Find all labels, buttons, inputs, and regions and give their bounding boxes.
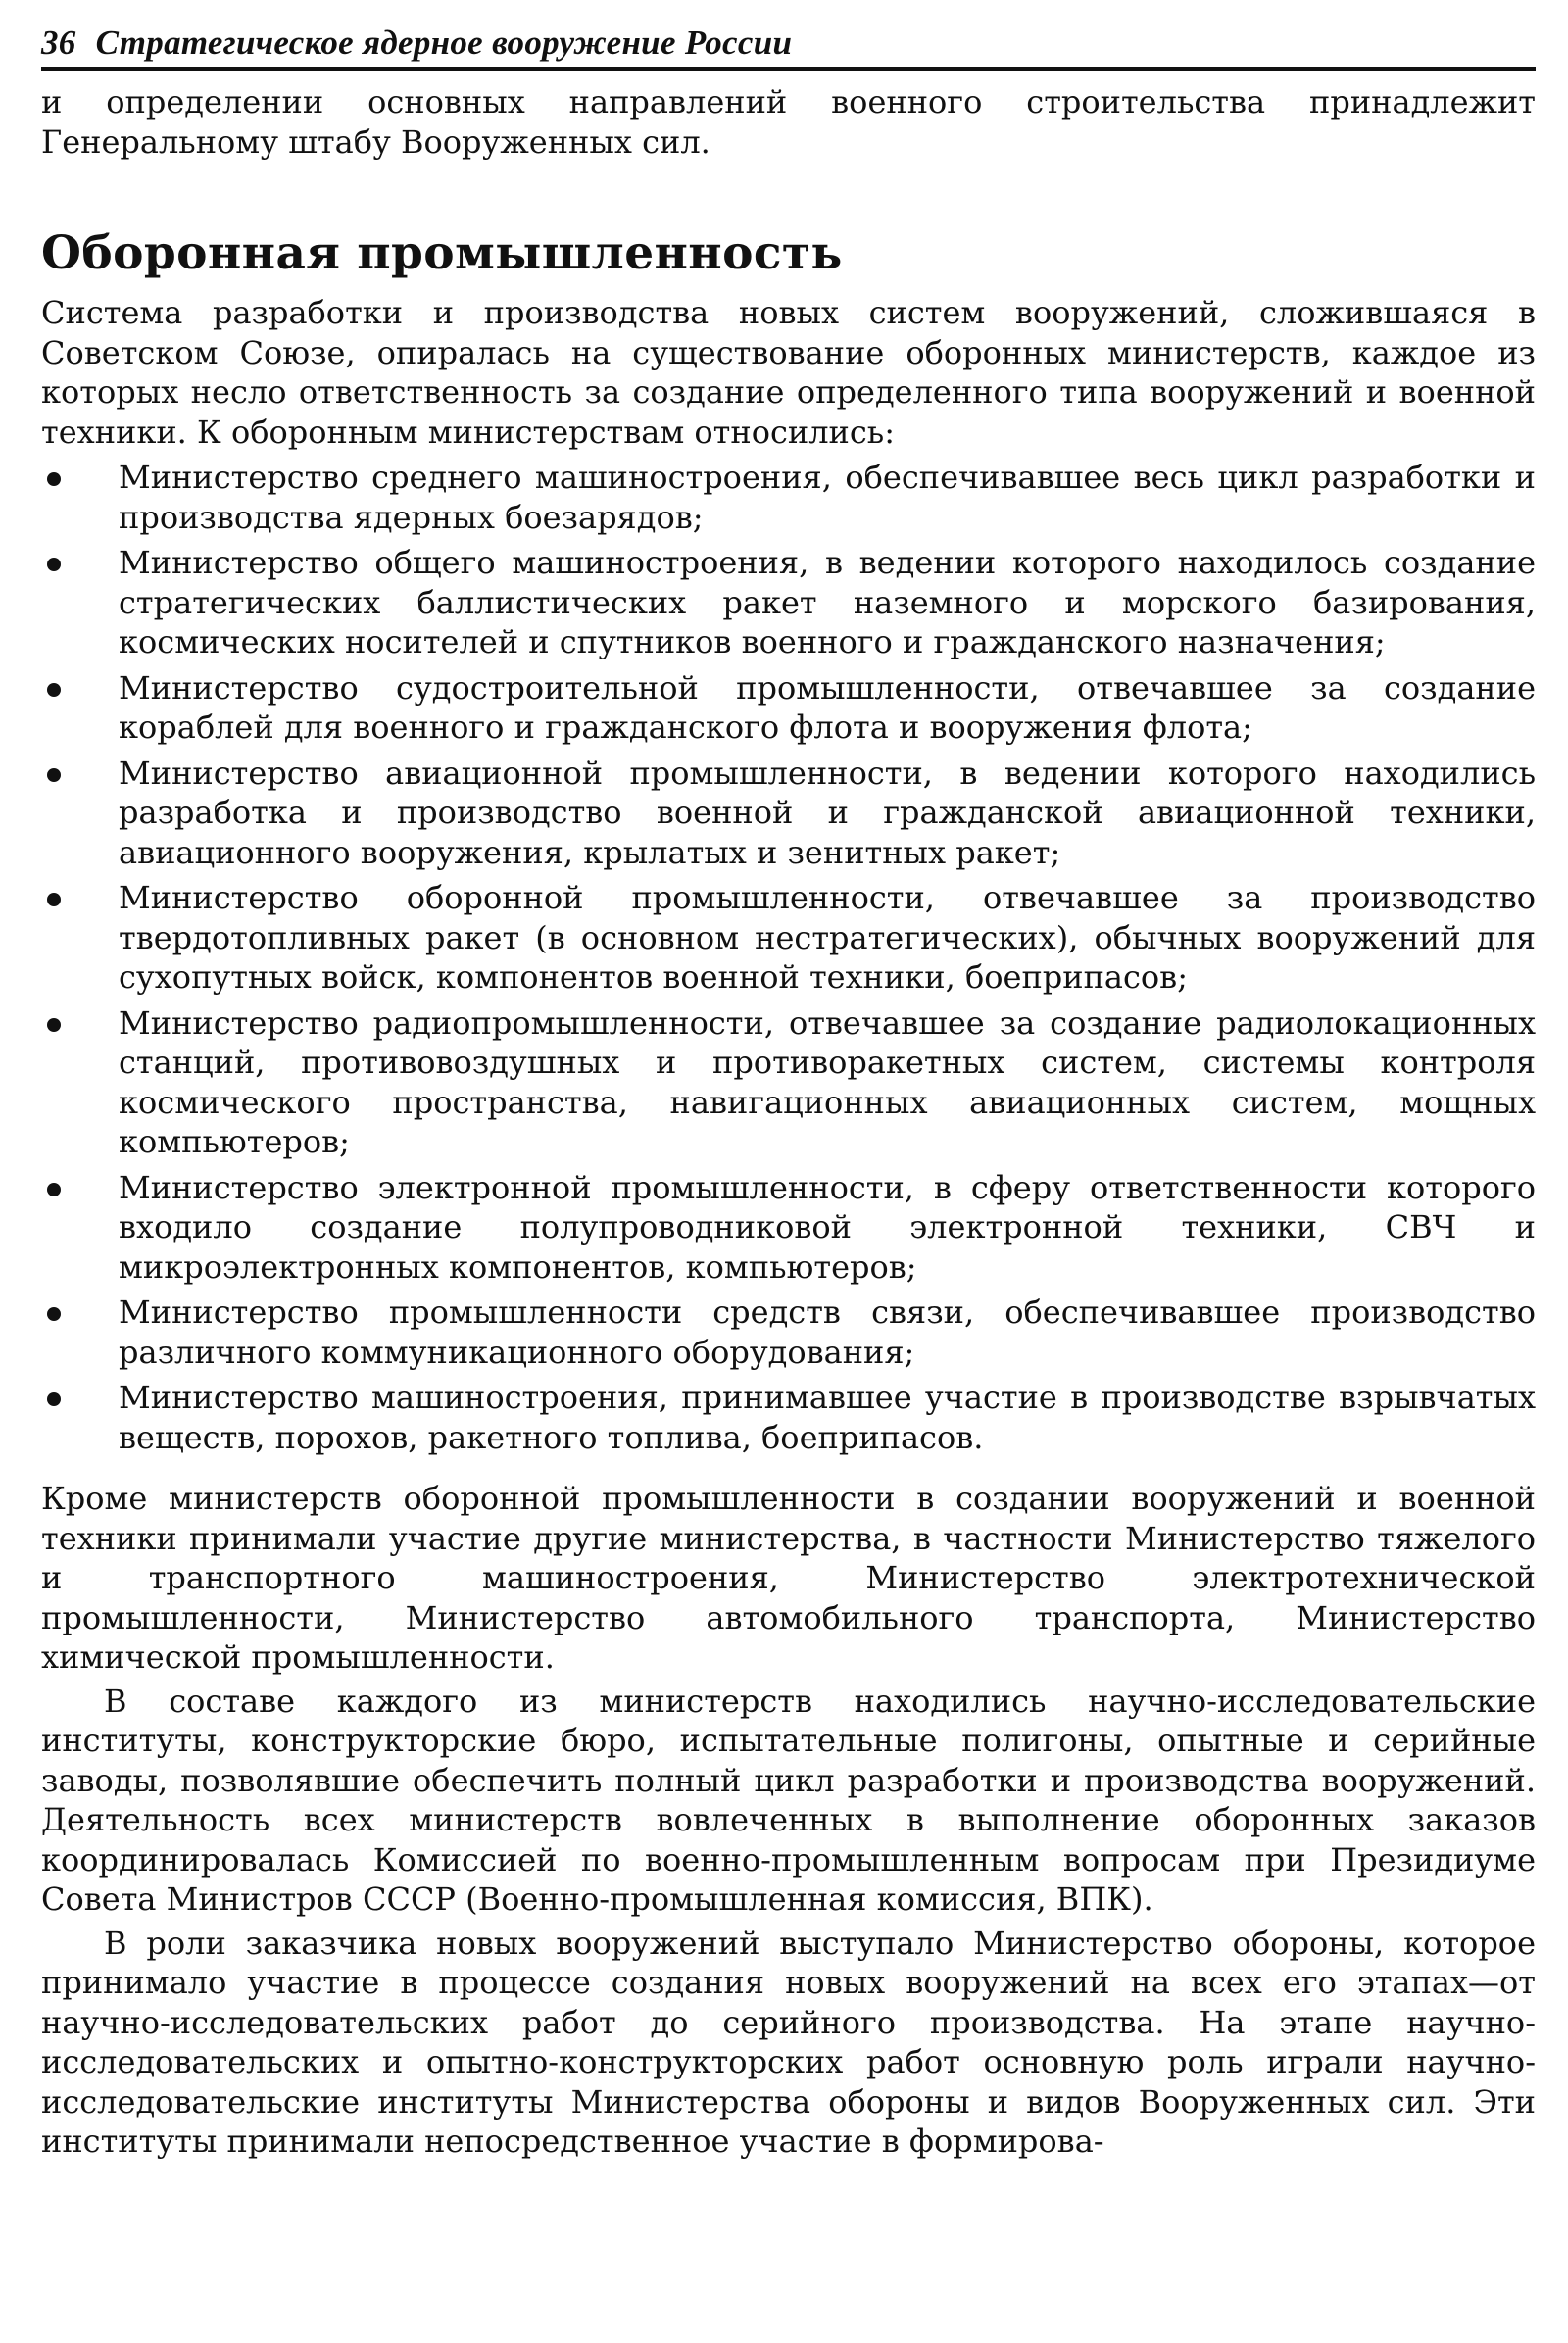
section-title: Оборонная промышленность	[41, 226, 843, 280]
bullet-icon	[47, 1183, 61, 1196]
intro-paragraph: и определении основных направлений военного строительства принадлежит Генеральному штабу Вооруженных сил.	[41, 83, 1536, 161]
body-paragraph: Кроме министерств оборонной промышленности в создании вооружений и военной техники принимали участие другие министерства, в частности Министерство тяжелого и транспортного машиностроения, Министерство электротехнической промышленности, Министерство автомобильного транспорта, Министерство химической промышленности.	[41, 1480, 1536, 1676]
list-item	[41, 1168, 1536, 1288]
header-rule	[41, 67, 1536, 71]
list-item-text: Министерство электронной промышленности, в сферу ответственности которого входило создание полупроводниковой электронной техники, СВЧ и микроэлектронных компонентов, компьютеров;	[119, 1168, 1536, 1286]
list-item-text: Министерство оборонной промышленности, отвечавшее за производство твердотопливных ракет (в основном нестратегических), обычных вооружений для сухопутных войск, компонентов военной техники, боеприпасов;	[119, 879, 1536, 996]
bullet-icon	[47, 1018, 61, 1032]
bullet-icon	[47, 683, 61, 697]
list-item	[41, 458, 1536, 537]
list-item	[41, 754, 1536, 873]
page-number: 36	[41, 24, 76, 62]
list-item	[41, 668, 1536, 748]
list-item-text: Министерство общего машиностроения, в ведении которого находилось создание стратегических баллистических ракет наземного и морского базирования, космических носителей и спутников военного и гражданского назначения;	[119, 544, 1536, 660]
bullet-icon	[47, 768, 61, 782]
list-item	[41, 1003, 1536, 1162]
bullet-icon	[47, 893, 61, 906]
list-item-text: Министерство промышленности средств связи, обеспечивавшее производство различного коммуникационного оборудования;	[119, 1294, 1536, 1371]
running-head-title: Стратегическое ядерное вооружение России	[95, 24, 793, 62]
bullet-icon	[47, 1307, 61, 1321]
list-item-text: Министерство среднего машиностроения, обеспечивавшее весь цикл разработки и производства ядерных боезарядов;	[119, 459, 1536, 536]
list-item	[41, 1378, 1536, 1457]
body-paragraph: В составе каждого из министерств находились научно-исследовательские институты, конструкторские бюро, испытательные полигоны, опытные и серийные заводы, позволявшие обеспечить полный цикл разработки и производства вооружений. Деятельность всех министерств вовлеченных в выполнение оборонных заказов координировалась Комиссией по военно-промышленным вопросам при Президиуме Совета Министров СССР (Военно-промышленная комиссия, ВПК).	[41, 1682, 1536, 1918]
list-item	[41, 1293, 1536, 1372]
bullet-icon	[47, 472, 61, 486]
ministries-list	[41, 458, 1536, 1457]
list-item	[41, 878, 1536, 998]
list-item-text: Министерство машиностроения, принимавшее участие в производстве взрывчатых веществ, порохов, ракетного топлива, боеприпасов.	[119, 1379, 1536, 1456]
section-lead-paragraph: Система разработки и производства новых систем вооружений, сложившаяся в Советском Союзе, опиралась на существование оборонных министерств, каждое из которых несло ответственность за создание определенного типа вооружений и военной техники. К оборонным министерствам относились:	[41, 294, 1536, 451]
list-item-text: Министерство авиационной промышленности, в ведении которого находились разработка и производство военной и гражданской авиационной техники, авиационного вооружения, крылатых и зенитных ракет;	[119, 754, 1536, 871]
body-paragraph: В роли заказчика новых вооружений выступало Министерство обороны, которое принимало участие в процессе создания новых вооружений на всех его этапах—от научно-исследовательских работ до серийного производства. На этапе научно-исследовательских и опытно-конструкторских работ основную роль играли научно-исследовательские институты Министерства обороны и видов Вооруженных сил. Эти институты принимали непосредственное участие в формирова-	[41, 1924, 1536, 2160]
list-item-text: Министерство судостроительной промышленности, отвечавшее за создание кораблей для военного и гражданского флота и вооружения флота;	[119, 668, 1536, 746]
list-item-text: Министерство радиопромышленности, отвечавшее за создание радиолокационных станций, противовоздушных и противоракетных систем, системы контроля космического пространства, навигационных авиационных систем, мощных компьютеров;	[119, 1003, 1536, 1160]
bullet-icon	[47, 558, 61, 571]
list-item	[41, 543, 1536, 662]
running-head	[41, 22, 1536, 65]
bullet-icon	[47, 1392, 61, 1406]
book-page	[41, 22, 1536, 2162]
